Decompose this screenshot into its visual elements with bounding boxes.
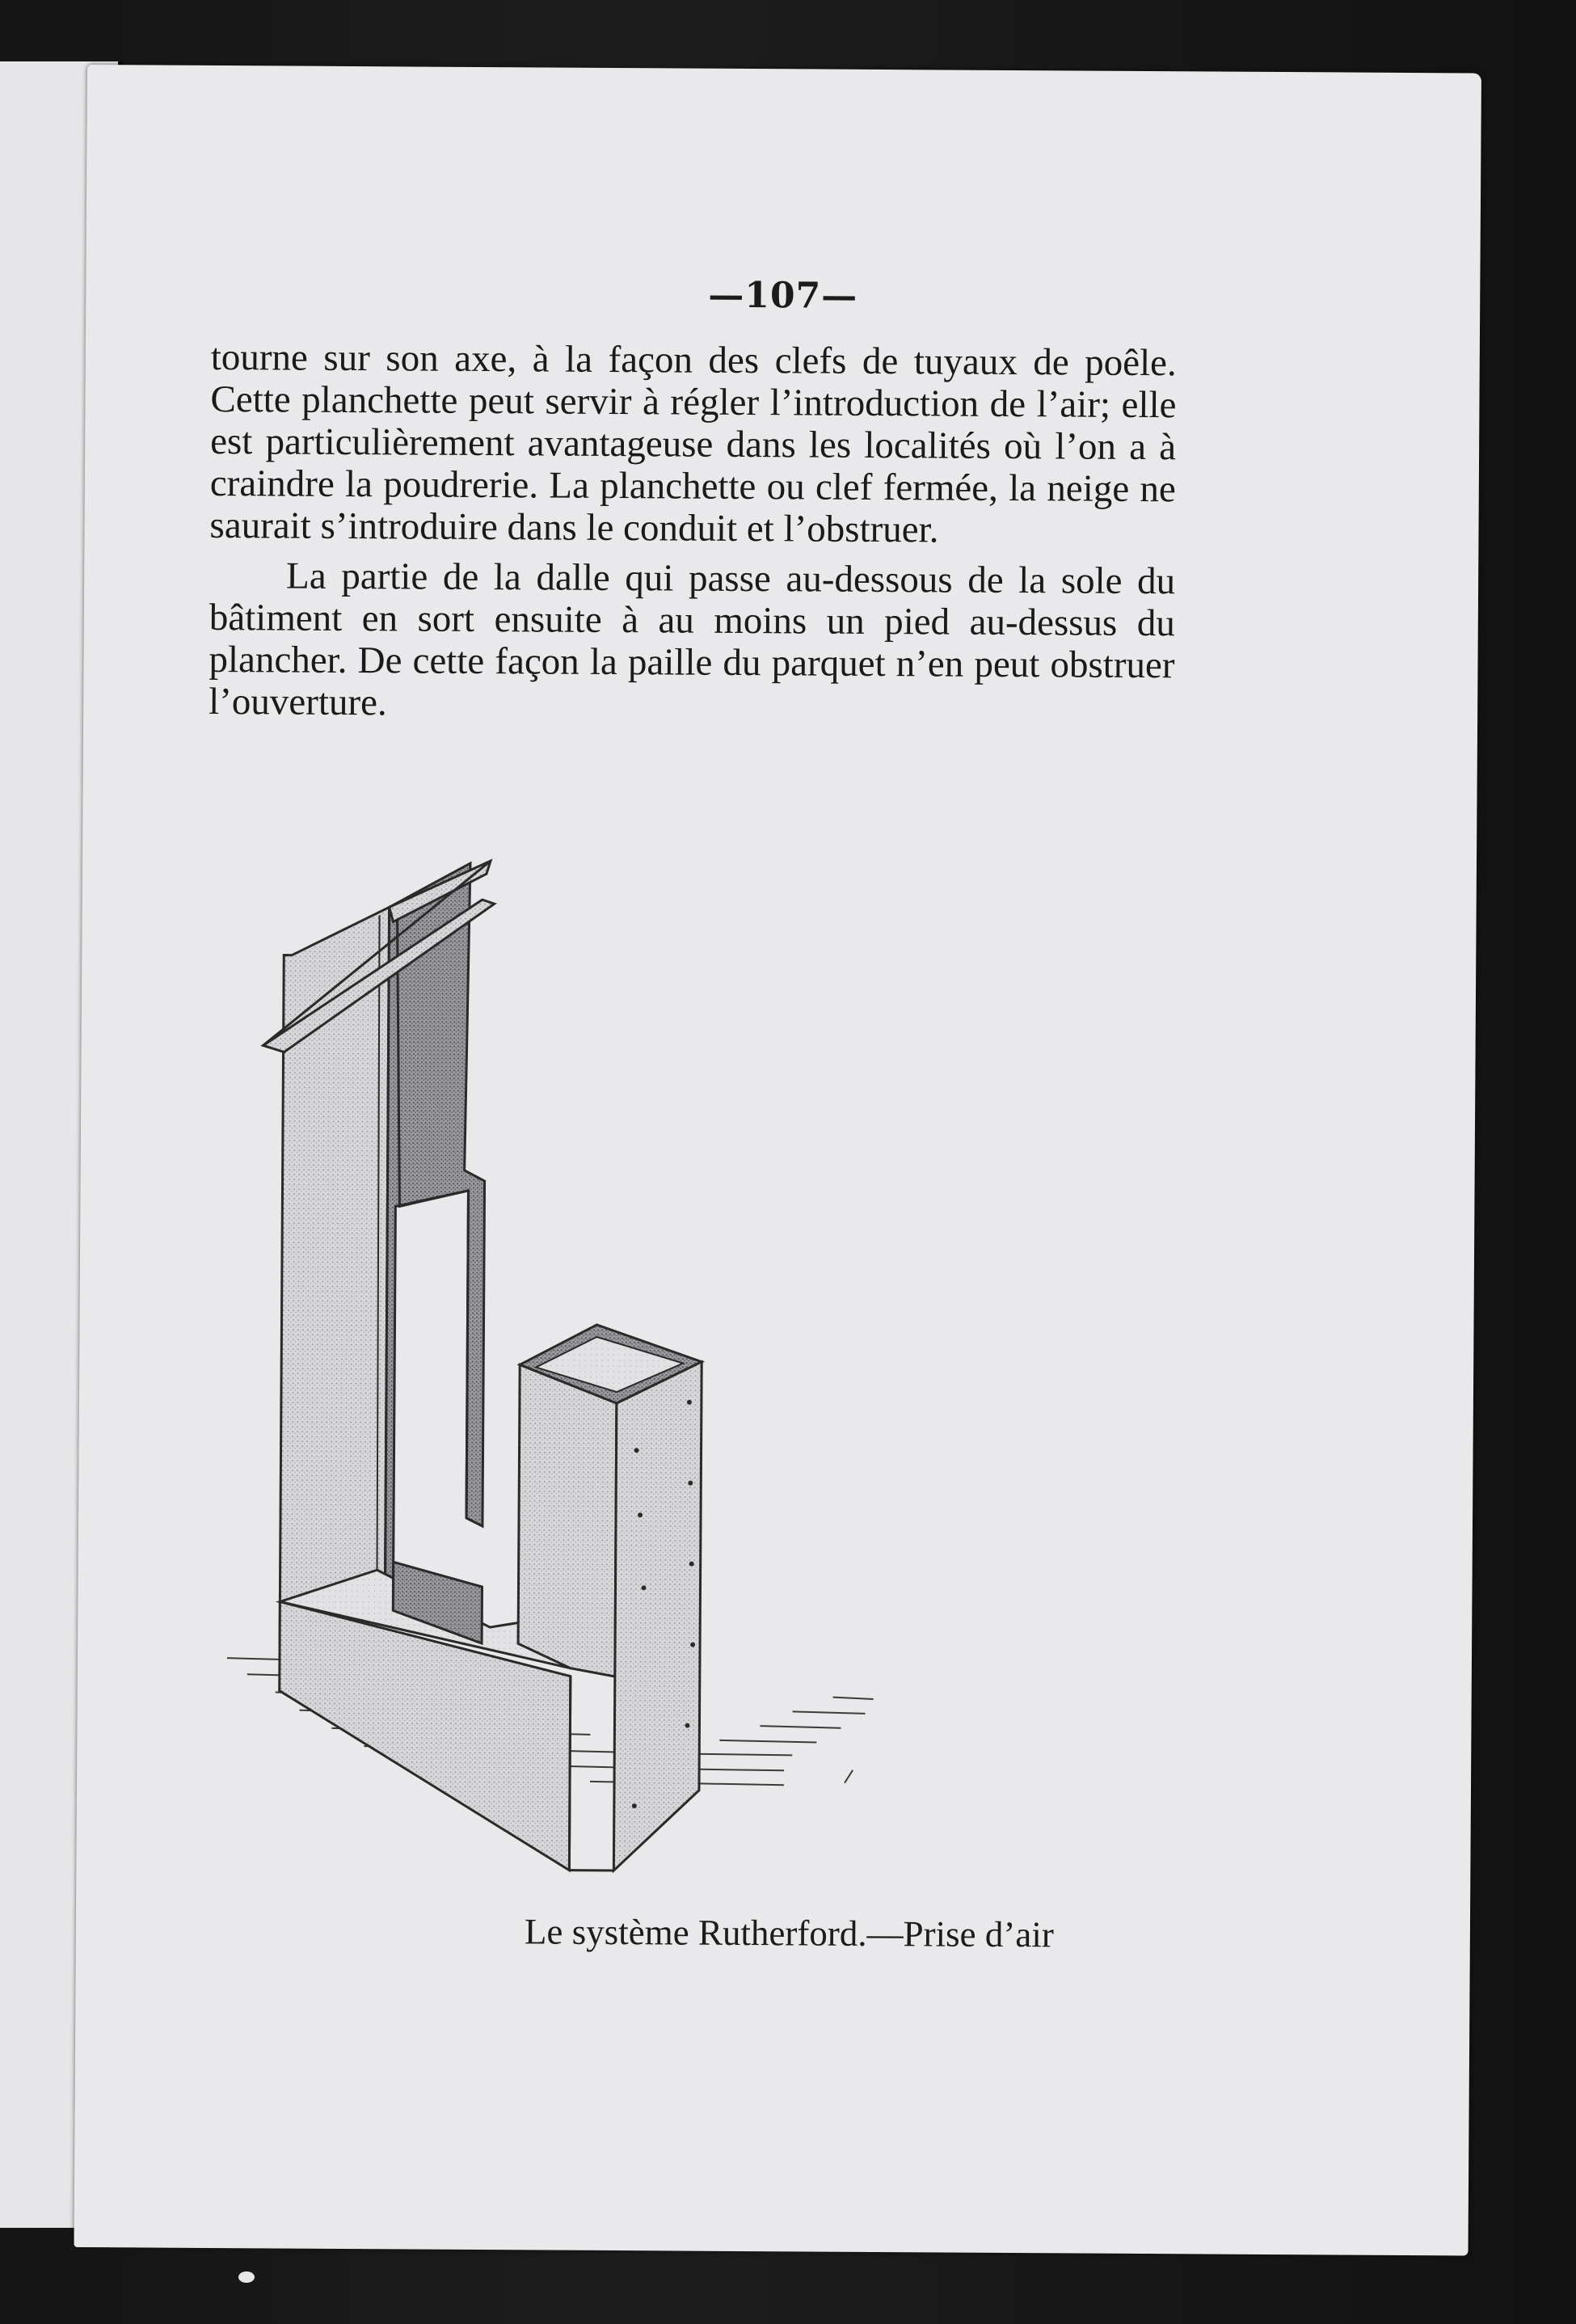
stack-side-face <box>385 863 487 1603</box>
short-stack-front <box>518 1364 617 1677</box>
scan-speck <box>238 2271 255 2283</box>
figure <box>201 785 1178 1906</box>
paragraph-1: tourne sur son axe, à la façon des clefs de tuyaux de poêle. Cette planchette peut servir à régler l’introduction de l’air; elle est particulièrement avantageuse dans les localités où l’on a à craindre la poudrerie. La planchette ou clef fermée, la neige ne saurait s’introduire dans le conduit et l’obstruer. <box>209 335 1177 551</box>
figure-caption: Le système Rutherford.—Prise d’air <box>524 1911 1054 1955</box>
book-page <box>74 65 1481 2255</box>
paragraph-2: La partie de la dalle qui passe au-dessous de la sole du bâtiment en sort ensuite à au moins un pied au-dessus du plancher. De cette façon la paille du parquet n’en peut obstruer l’ouverture. <box>209 555 1176 724</box>
page-number: —107— <box>708 274 858 317</box>
air-intake-illustration-icon <box>201 785 1178 1906</box>
short-stack-side <box>613 1361 702 1871</box>
body-text <box>209 336 1177 728</box>
